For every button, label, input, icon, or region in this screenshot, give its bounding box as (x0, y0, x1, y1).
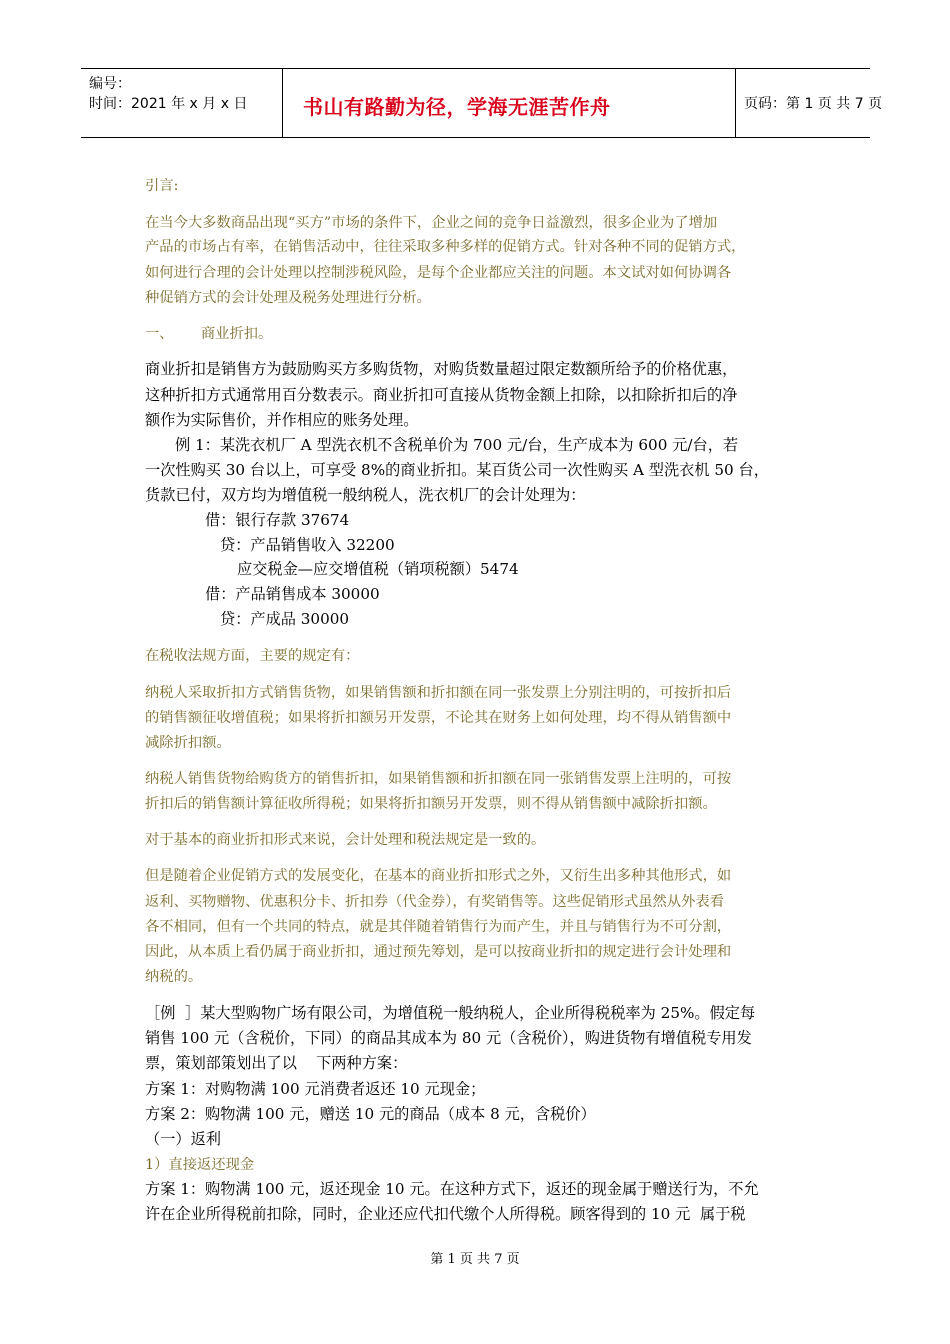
text-line: 纳税人销售货物给购货方的销售折扣，如果销售额和折扣额在同一张销售发票上注明的，可按 (145, 771, 732, 787)
header-motto-cell (283, 69, 736, 137)
subsection-heading: 1）直接返还现金 (145, 1157, 255, 1173)
time-label: 时间：2021 年 x 月 x 日 (89, 96, 248, 112)
text-line: 返利、买物赠物、优惠积分卡、折扣券（代金券），有奖销售等。这些促销形式虽然从外表看 (145, 894, 725, 910)
example-line: 例 1：某洗衣机厂 A 型洗衣机不含税单价为 700 元/台，生产成本为 600 元/台，若 (175, 436, 739, 454)
text-line: 减除折扣额。 (145, 735, 231, 751)
text-line: 一次性购买 30 台以上，可享受 8%的商业折扣。某百货公司一次性购买 A 型洗衣机 50 台， (145, 461, 769, 479)
journal-entry: 贷：产品销售收入 32200 (220, 536, 395, 554)
text-line: 在当今大多数商品出现“买方”市场的条件下，企业之间的竞争日益激烈，很多企业为了增加 (145, 215, 718, 231)
motto: 书山有路勤为径，学海无涯苦作舟 (303, 95, 611, 119)
header-page-cell (736, 69, 883, 137)
page-number-label: 页码：第 1 页 共 7 页 (744, 96, 883, 112)
text-line: 纳税的。 (145, 969, 203, 985)
text-line: 额作为实际售价，并作相应的账务处理。 (145, 411, 419, 429)
header-left-cell (81, 69, 283, 137)
text-line: 方案 1：购物满 100 元，返还现金 10 元。在这种方式下，返还的现金属于赠送行为，不允 (145, 1180, 759, 1198)
text-line: 因此，从本质上看仍属于商业折扣，通过预先筹划，是可以按商业折扣的规定进行会计处理和 (145, 944, 732, 960)
text-line: 商业折扣是销售方为鼓励购买方多购货物，对购货数量超过限定数额所给予的价格优惠， (145, 360, 738, 378)
section-heading: 一、 商业折扣。 (145, 326, 273, 342)
page-header (81, 68, 883, 138)
text-line: 这种折扣方式通常用百分数表示。商业折扣可直接从货物金额上扣除，以扣除折扣后的净 (145, 386, 738, 404)
text-line: 折扣后的销售额计算征收所得税；如果将折扣额另开发票，则不得从销售额中减除折扣额。 (145, 796, 717, 812)
journal-entry: 借：产品销售成本 30000 (205, 585, 380, 603)
text-line: 的销售额征收增值税；如果将折扣额另开发票，不论其在财务上如何处理，均不得从销售额中 (145, 710, 732, 726)
text-line: 在税收法规方面，主要的规定有： (145, 648, 360, 664)
text-line: 对于基本的商业折扣形式来说，会计处理和税法规定是一致的。 (145, 832, 546, 848)
text-line: 产品的市场占有率，在销售活动中，往往采取多种多样的促销方式。针对各种不同的促销方式， (145, 239, 746, 255)
text-line: 方案 2：购物满 100 元，赠送 10 元的商品（成本 8 元，含税价） (145, 1105, 596, 1123)
number-label: 编号： (89, 76, 131, 92)
text-line: 销售 100 元（含税价，下同）的商品其成本为 80 元（含税价），购进货物有增值税专用发 (145, 1029, 752, 1047)
text-line: 如何进行合理的会计处理以控制涉税风险，是每个企业都应关注的问题。本文试对如何协调各 (145, 265, 732, 281)
text-line: 货款已付，双方均为增值税一般纳税人，洗衣机厂的会计处理为： (145, 486, 586, 504)
text-line: 票，策划部策划出了以 下两种方案： (145, 1054, 408, 1072)
text-line: ［例 ］某大型购物广场有限公司，为增值税一般纳税人，企业所得税税率为 25%。假定每 (145, 1004, 756, 1022)
journal-entry: 应交税金—应交增值税（销项税额）5474 (237, 560, 519, 578)
intro-heading: 引言: (145, 178, 179, 194)
journal-entry: 贷：产成品 30000 (220, 610, 350, 628)
text-line: 各不相同，但有一个共同的特点，就是其伴随着销售行为而产生，并且与销售行为不可分割， (145, 919, 732, 935)
text-line: 但是随着企业促销方式的发展变化，在基本的商业折扣形式之外，又衍生出多种其他形式，如 (145, 868, 732, 884)
subsection-heading: （一）返利 (145, 1130, 221, 1148)
page-footer: 第 1 页 共 7 页 (430, 1252, 520, 1267)
text-line: 方案 1：对购物满 100 元消费者返还 10 元现金； (145, 1080, 486, 1098)
text-line: 纳税人采取折扣方式销售货物，如果销售额和折扣额在同一张发票上分别注明的，可按折扣后 (145, 685, 732, 701)
journal-entry: 借：银行存款 37674 (205, 511, 350, 529)
text-line: 许在企业所得税前扣除，同时，企业还应代扣代缴个人所得税。顾客得到的 10 元 属于税 (145, 1205, 746, 1223)
text-line: 种促销方式的会计处理及税务处理进行分析。 (145, 290, 431, 306)
